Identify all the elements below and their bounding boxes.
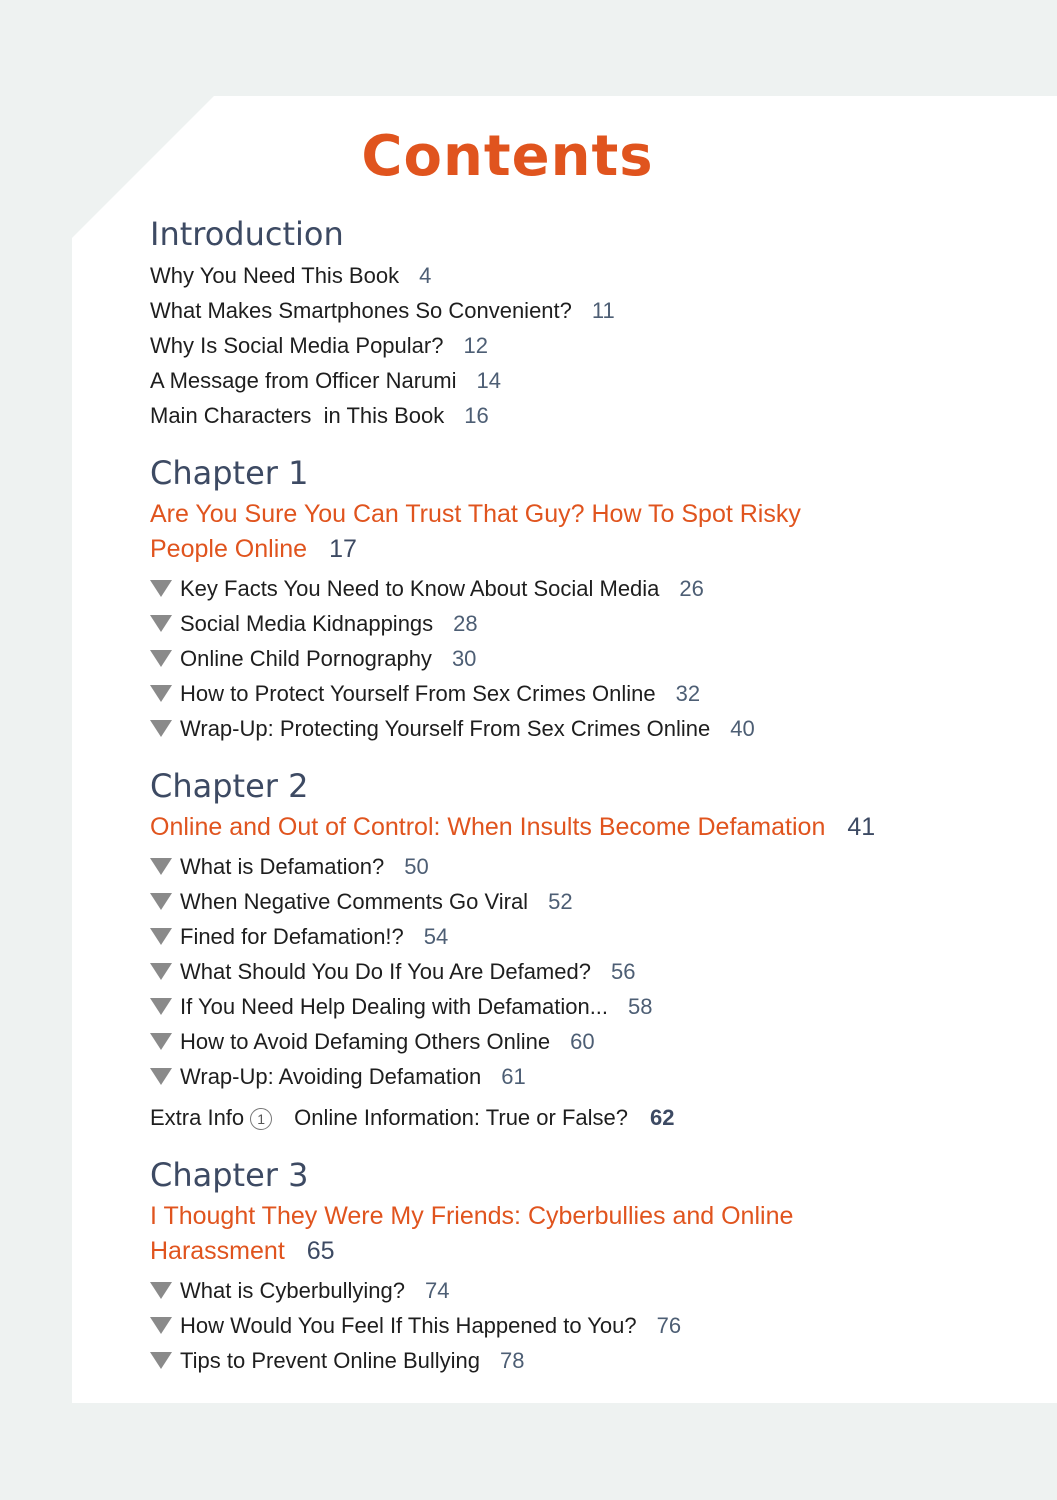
triangle-bullet-icon xyxy=(150,893,172,910)
triangle-bullet-icon xyxy=(150,1033,172,1050)
entry-page: 60 xyxy=(570,1029,595,1054)
entry-page: 32 xyxy=(675,681,701,706)
extra-info-label: Extra Info xyxy=(150,1105,245,1130)
chapter-3-title[interactable] xyxy=(150,1199,1030,1269)
entry-text: If You Need Help Dealing with Defamation... xyxy=(180,994,609,1019)
entry-page: 50 xyxy=(404,854,429,879)
chapter-3-section xyxy=(150,1151,1030,1378)
entry-page: 78 xyxy=(500,1348,525,1373)
chapter-title-line: Harassment xyxy=(150,1237,285,1265)
toc-entry[interactable] xyxy=(150,398,1030,433)
toc-entry[interactable] xyxy=(150,1273,1030,1308)
introduction-section xyxy=(150,210,1030,433)
toc-entry[interactable] xyxy=(150,328,1030,363)
chapter-page: 41 xyxy=(847,813,876,841)
entry-page: 56 xyxy=(610,959,636,984)
triangle-bullet-icon xyxy=(150,1282,172,1299)
entry-text: Main Characters in This Book xyxy=(150,403,445,428)
entry-text: How to Avoid Defaming Others Online xyxy=(180,1029,551,1054)
triangle-bullet-icon xyxy=(150,650,172,667)
toc-entry[interactable] xyxy=(150,989,1030,1024)
entry-page: 54 xyxy=(423,924,449,949)
chapter-3-heading: Chapter 3 xyxy=(150,1156,309,1194)
entry-text: What Should You Do If You Are Defamed? xyxy=(180,959,591,984)
table-of-contents xyxy=(150,210,1030,1378)
chapter-title-line: Are You Sure You Can Trust That Guy? How To Spot Risky xyxy=(150,500,801,528)
entry-text: Key Facts You Need to Know About Social Media xyxy=(180,576,660,601)
toc-entry[interactable] xyxy=(150,919,1030,954)
chapter-page: 65 xyxy=(306,1237,335,1265)
entry-text: Why Is Social Media Popular? xyxy=(150,333,444,358)
triangle-bullet-icon xyxy=(150,720,172,737)
entry-page: 61 xyxy=(501,1064,526,1089)
toc-entry[interactable] xyxy=(150,1308,1030,1343)
triangle-bullet-icon xyxy=(150,858,172,875)
entry-text: When Negative Comments Go Viral xyxy=(180,889,529,914)
entry-page: 26 xyxy=(679,576,704,601)
chapter-2-heading: Chapter 2 xyxy=(150,767,309,805)
entry-page: 11 xyxy=(591,298,615,323)
toc-entry[interactable] xyxy=(150,258,1030,293)
page-title: Contents xyxy=(361,124,654,189)
chapter-page: 17 xyxy=(329,535,357,563)
triangle-bullet-icon xyxy=(150,1317,172,1334)
chapter-2-title[interactable] xyxy=(150,810,1030,845)
entry-text: What is Cyberbullying? xyxy=(180,1278,405,1303)
entry-text: Wrap-Up: Protecting Yourself From Sex Crimes Online xyxy=(180,716,711,741)
entry-page: 4 xyxy=(419,263,432,288)
extra-info-text: Online Information: True or False? xyxy=(294,1105,628,1130)
chapter-title-line: Online and Out of Control: When Insults Become Defamation xyxy=(150,813,826,841)
toc-entry[interactable] xyxy=(150,606,1030,641)
toc-entry[interactable] xyxy=(150,363,1030,398)
entry-text: Online Child Pornography xyxy=(180,646,432,671)
entry-text: Social Media Kidnappings xyxy=(180,611,434,636)
triangle-bullet-icon xyxy=(150,1068,172,1085)
entry-text: A Message from Officer Narumi xyxy=(150,368,457,393)
entry-text: Why You Need This Book xyxy=(150,263,400,288)
chapter-2-section xyxy=(150,762,1030,1135)
entry-page: 40 xyxy=(730,716,755,741)
extra-info-page: 62 xyxy=(649,1105,675,1130)
entry-text: How to Protect Yourself From Sex Crimes Online xyxy=(180,681,656,706)
chapter-1-heading: Chapter 1 xyxy=(150,454,309,492)
toc-entry[interactable] xyxy=(150,884,1030,919)
triangle-bullet-icon xyxy=(150,615,172,632)
toc-entry[interactable] xyxy=(150,1343,1030,1378)
triangle-bullet-icon xyxy=(150,1352,172,1369)
entry-page: 30 xyxy=(451,646,477,671)
entry-page: 74 xyxy=(424,1278,450,1303)
triangle-bullet-icon xyxy=(150,963,172,980)
toc-entry[interactable] xyxy=(150,641,1030,676)
toc-entry[interactable] xyxy=(150,954,1030,989)
entry-page: 58 xyxy=(628,994,653,1019)
chapter-title-line: I Thought They Were My Friends: Cyberbullies and Online xyxy=(150,1202,794,1230)
toc-entry[interactable] xyxy=(150,1059,1030,1094)
triangle-bullet-icon xyxy=(150,928,172,945)
triangle-bullet-icon xyxy=(150,580,172,597)
circled-number-icon: 1 xyxy=(250,1108,272,1130)
entry-text: Tips to Prevent Online Bullying xyxy=(180,1348,480,1373)
entry-text: What Makes Smartphones So Convenient? xyxy=(150,298,572,323)
entry-page: 52 xyxy=(548,889,573,914)
chapter-1-title[interactable] xyxy=(150,497,1030,567)
entry-text: What is Defamation? xyxy=(180,854,385,879)
entry-page: 76 xyxy=(656,1313,682,1338)
toc-entry[interactable] xyxy=(150,849,1030,884)
toc-entry[interactable] xyxy=(150,1024,1030,1059)
introduction-heading: Introduction xyxy=(150,215,344,253)
entry-text: Fined for Defamation!? xyxy=(180,924,404,949)
toc-entry[interactable] xyxy=(150,676,1030,711)
triangle-bullet-icon xyxy=(150,685,172,702)
toc-entry[interactable] xyxy=(150,711,1030,746)
entry-page: 14 xyxy=(476,368,501,393)
chapter-title-line: People Online xyxy=(150,535,308,563)
entry-page: 28 xyxy=(453,611,478,636)
triangle-bullet-icon xyxy=(150,998,172,1015)
chapter-1-section xyxy=(150,449,1030,746)
extra-info-entry[interactable] xyxy=(150,1100,1030,1135)
entry-text: How Would You Feel If This Happened to You? xyxy=(180,1313,637,1338)
entry-page: 12 xyxy=(463,333,488,358)
entry-page: 16 xyxy=(464,403,489,428)
toc-entry[interactable] xyxy=(150,571,1030,606)
entry-text: Wrap-Up: Avoiding Defamation xyxy=(180,1064,482,1089)
toc-entry[interactable] xyxy=(150,293,1030,328)
